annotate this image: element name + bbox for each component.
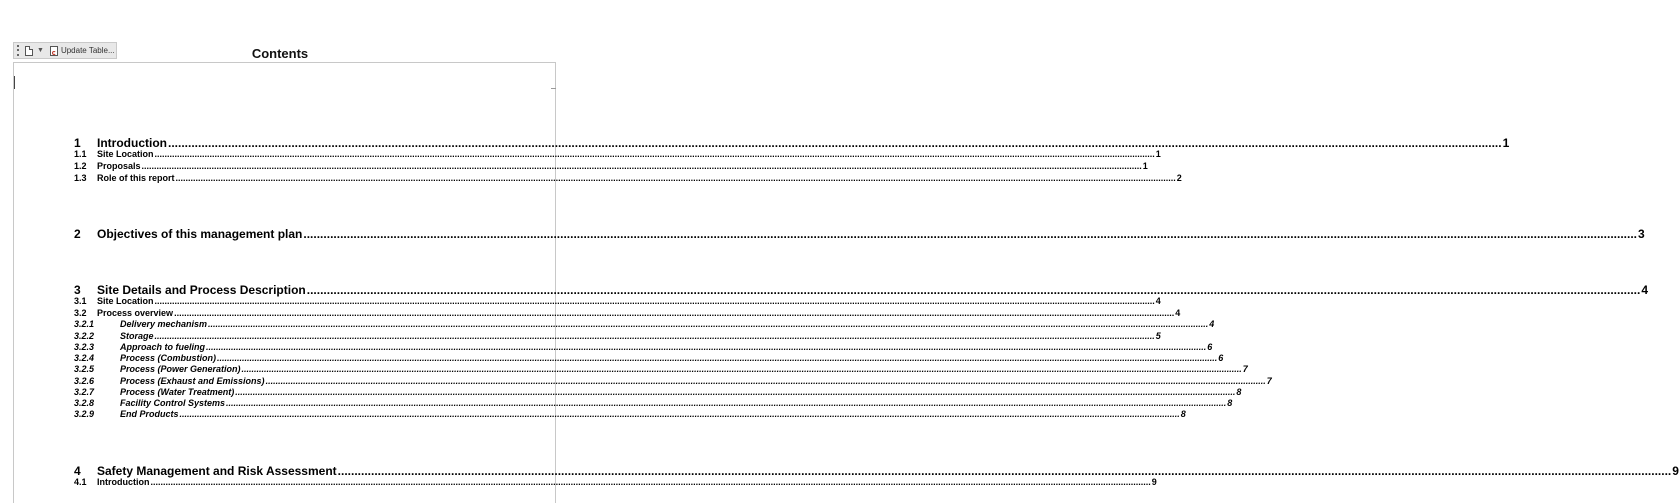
toc-heading: Contents: [251, 46, 309, 61]
toc-entry[interactable]: [74, 319, 1215, 329]
toc-dot-leader: ................................................................................................................................................................................................................................................................................................................................................................................................................: [306, 283, 1641, 297]
toc-dot-leader: ................................................................................................................................................................................................................................................................................................................................................................................................................: [150, 477, 1151, 487]
toc-entry[interactable]: [74, 342, 1213, 352]
toc-entry-page: 7: [1266, 376, 1272, 386]
toc-entry-number: 3.2.4: [74, 353, 95, 363]
toc-dot-leader: ................................................................................................................................................................................................................................................................................................................................................................................................................: [235, 387, 1236, 397]
toc-entry-number: 1.2: [74, 161, 87, 171]
toc-entry-title: Approach to fueling: [120, 342, 205, 352]
toc-entry[interactable]: [74, 409, 1186, 419]
margin-mark: [551, 88, 556, 93]
toc-entry-title: Introduction: [97, 477, 150, 487]
toc-entry-number: 3: [74, 283, 81, 297]
toc-entry-title: Safety Management and Risk Assessment: [97, 464, 337, 478]
toc-entry[interactable]: [74, 173, 1182, 183]
toc-entry-number: 3.2.1: [74, 319, 95, 329]
toc-entry-page: 6: [1207, 342, 1213, 352]
toc-entry-title: Process overview: [97, 308, 174, 318]
toc-dot-leader: ................................................................................................................................................................................................................................................................................................................................................................................................................: [217, 353, 1218, 363]
chevron-down-icon[interactable]: ▼: [37, 47, 44, 54]
toc-entry-title: Process (Power Generation): [120, 364, 241, 374]
toc-entry[interactable]: [74, 283, 1649, 297]
toc-dot-leader: ................................................................................................................................................................................................................................................................................................................................................................................................................: [208, 319, 1209, 329]
toc-entry-page: 3: [1637, 227, 1645, 241]
toc-entry[interactable]: [74, 227, 1645, 241]
toc-entry-page: 1: [1155, 149, 1161, 159]
toc-entry-page: 8: [1180, 409, 1186, 419]
toc-entry-number: 3.2.8: [74, 398, 95, 408]
toc-dot-leader: ................................................................................................................................................................................................................................................................................................................................................................................................................: [175, 173, 1176, 183]
toc-entry[interactable]: [74, 477, 1157, 487]
toc-entry[interactable]: [74, 149, 1161, 159]
toc-entry-page: 1: [1502, 136, 1510, 150]
toc-dot-leader: ................................................................................................................................................................................................................................................................................................................................................................................................................: [174, 308, 1175, 318]
toc-entry-title: Proposals: [97, 161, 141, 171]
toc-entry-title: Process (Combustion): [120, 353, 217, 363]
toc-entry-number: 3.2.3: [74, 342, 95, 352]
toc-entry-number: 1: [74, 136, 81, 150]
toc-entry-page: 5: [1155, 331, 1161, 341]
toc-entry[interactable]: [74, 296, 1161, 306]
toc-dot-leader: ................................................................................................................................................................................................................................................................................................................................................................................................................: [265, 376, 1266, 386]
toc-entry[interactable]: [74, 161, 1148, 171]
toc-entry-number: 3.2: [74, 308, 87, 318]
toc-entry[interactable]: [74, 136, 1510, 150]
toc-dot-leader: ................................................................................................................................................................................................................................................................................................................................................................................................................: [154, 331, 1155, 341]
toc-dot-leader: ................................................................................................................................................................................................................................................................................................................................................................................................................: [226, 398, 1227, 408]
toc-entry-number: 1.3: [74, 173, 87, 183]
toc-entry-number: 3.2.7: [74, 387, 95, 397]
toc-entry-title: Delivery mechanism: [120, 319, 208, 329]
toc-dot-leader: ................................................................................................................................................................................................................................................................................................................................................................................................................: [179, 409, 1180, 419]
toc-dot-leader: ................................................................................................................................................................................................................................................................................................................................................................................................................: [206, 342, 1207, 352]
toc-entry[interactable]: [74, 376, 1272, 386]
toc-entry[interactable]: [74, 353, 1224, 363]
toc-entry[interactable]: [74, 387, 1242, 397]
toc-dot-leader: ................................................................................................................................................................................................................................................................................................................................................................................................................: [303, 227, 1637, 241]
toc-entry-page: 4: [1155, 296, 1161, 306]
toc-entry-title: Site Details and Process Description: [97, 283, 306, 297]
toc-entry-number: 3.1: [74, 296, 87, 306]
toc-entry-page: 8: [1227, 398, 1233, 408]
toc-entry[interactable]: [74, 398, 1233, 408]
toc-dot-leader: ................................................................................................................................................................................................................................................................................................................................................................................................................: [337, 464, 1672, 478]
toc-entry-page: 1: [1142, 161, 1148, 171]
toc-entry[interactable]: [74, 308, 1181, 318]
toc-entry-number: 3.2.5: [74, 364, 95, 374]
toc-entry-title: Storage: [120, 331, 154, 341]
toc-entry-number: 3.2.9: [74, 409, 95, 419]
toc-entry[interactable]: [74, 464, 1679, 478]
text-cursor: [14, 76, 15, 89]
toc-entry-number: 3.2.6: [74, 376, 95, 386]
toc-entry-page: 8: [1236, 387, 1242, 397]
toc-entry-page: 4: [1641, 283, 1649, 297]
toc-dot-leader: ................................................................................................................................................................................................................................................................................................................................................................................................................: [167, 136, 1502, 150]
toc-entry-page: 4: [1209, 319, 1215, 329]
toc-entry-page: 9: [1151, 477, 1157, 487]
toc-entry-page: 9: [1672, 464, 1679, 478]
toc-entry-title: End Products: [120, 409, 179, 419]
toc-entry-number: 4.1: [74, 477, 87, 487]
toc-entry[interactable]: [74, 364, 1248, 374]
toc-entry[interactable]: [74, 331, 1161, 341]
toc-entry-page: 6: [1218, 353, 1224, 363]
toc-dot-leader: ................................................................................................................................................................................................................................................................................................................................................................................................................: [141, 161, 1142, 171]
toc-entry-number: 2: [74, 227, 81, 241]
toc-entry-number: 1.1: [74, 149, 87, 159]
toc-entry-title: Site Location: [97, 296, 154, 306]
toc-entry-title: Process (Exhaust and Emissions): [120, 376, 265, 386]
toc-entry-number: 4: [74, 464, 81, 478]
toc-dot-leader: ................................................................................................................................................................................................................................................................................................................................................................................................................: [241, 364, 1242, 374]
toc-entry-title: Objectives of this management plan: [97, 227, 303, 241]
toc-dot-leader: ................................................................................................................................................................................................................................................................................................................................................................................................................: [154, 149, 1155, 159]
update-table-label: Update Table...: [60, 46, 115, 55]
toc-entry-page: 4: [1175, 308, 1181, 318]
toc-entry-title: Facility Control Systems: [120, 398, 226, 408]
toc-entry-title: Site Location: [97, 149, 154, 159]
toc-entry-number: 3.2.2: [74, 331, 95, 341]
toc-entry-page: 2: [1176, 173, 1182, 183]
toc-entry-page: 7: [1242, 364, 1248, 374]
toc-entry-title: Role of this report: [97, 173, 175, 183]
toc-dot-leader: ................................................................................................................................................................................................................................................................................................................................................................................................................: [154, 296, 1155, 306]
toc-entry-title: Introduction: [97, 136, 167, 150]
toc-entry-title: Process (Water Treatment): [120, 387, 235, 397]
